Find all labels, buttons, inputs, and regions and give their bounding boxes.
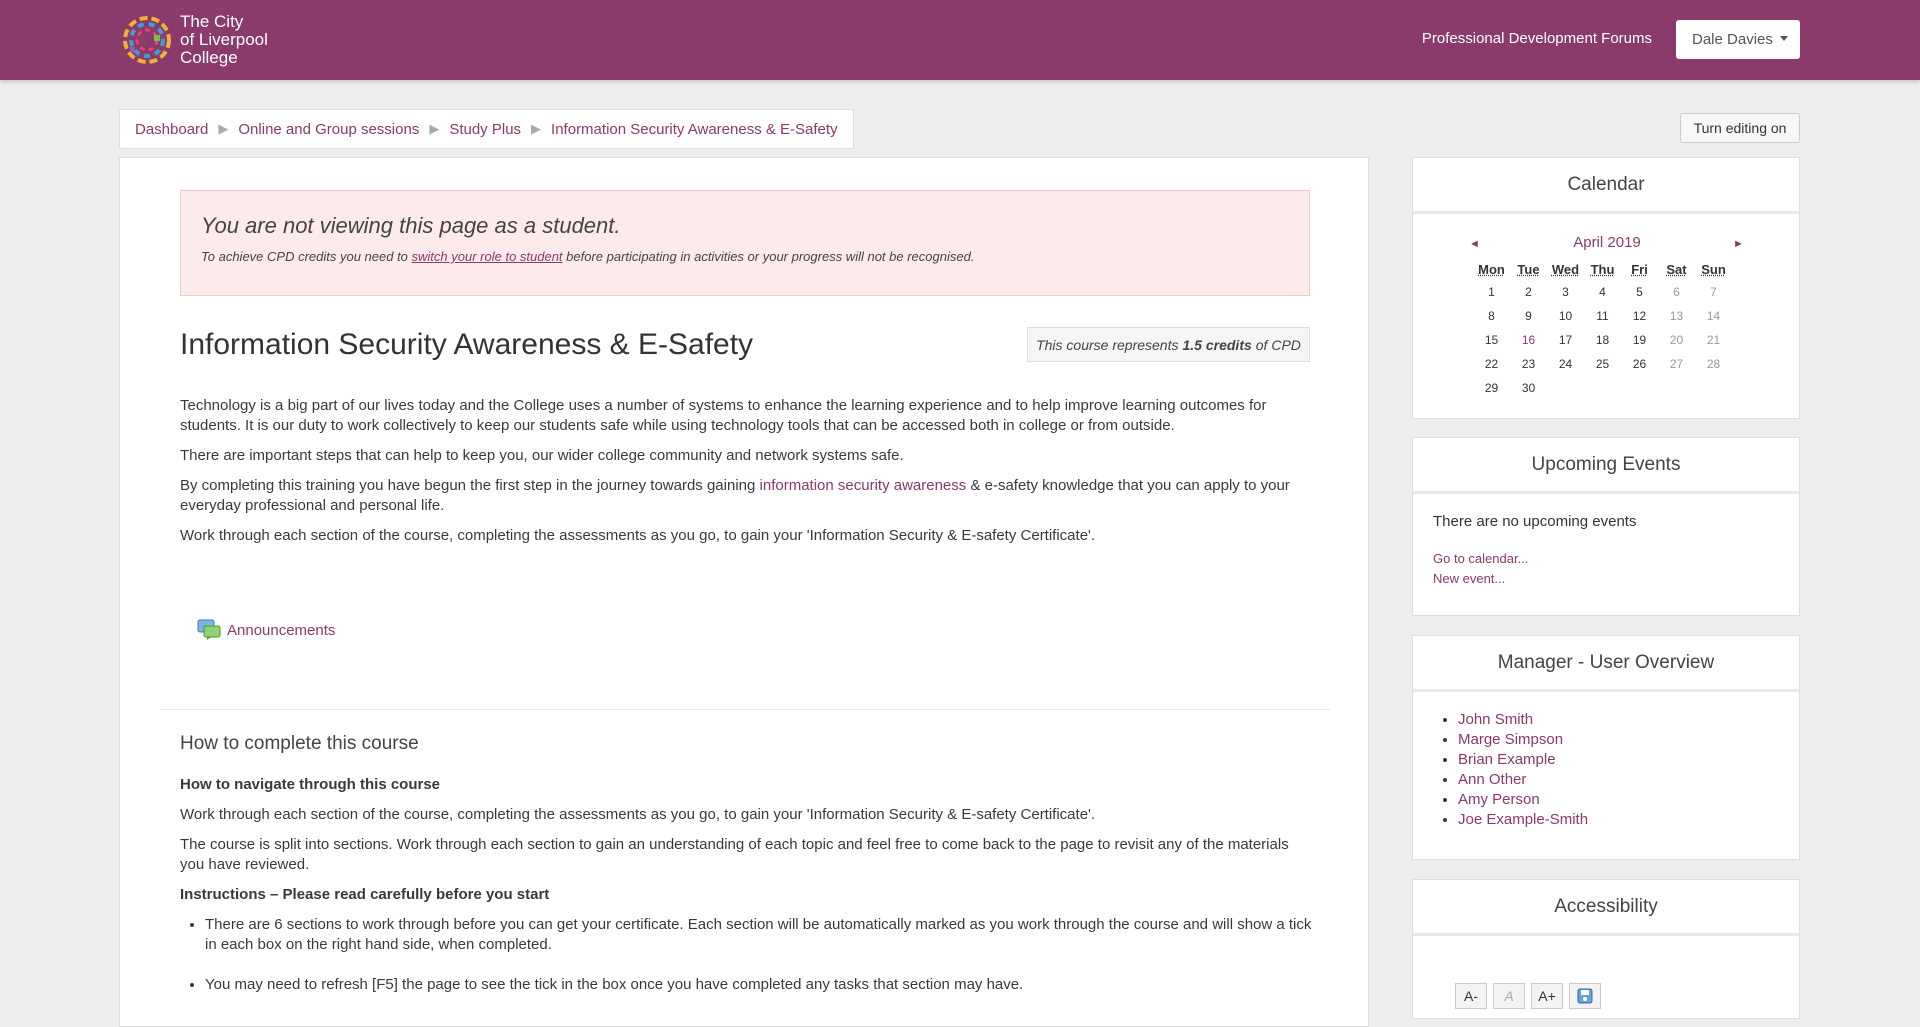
- paragraph-text: & e-safety knowledge that you can apply to your everyday professional and personal life.: [180, 477, 1290, 514]
- calendar-day: [1584, 376, 1621, 400]
- accessibility-block: [1412, 879, 1800, 1019]
- section-divider: [160, 709, 1330, 710]
- information-security-awareness-link[interactable]: information security awareness: [759, 477, 967, 494]
- instructions-heading: Instructions – Please read carefully before you start: [180, 886, 550, 903]
- calendar-week-row: [1473, 304, 1732, 328]
- logo-text: [180, 13, 268, 67]
- breadcrumb-dashboard[interactable]: Dashboard: [135, 120, 209, 138]
- user-link[interactable]: Joe Example-Smith: [1458, 811, 1589, 828]
- calendar-day[interactable]: 6: [1673, 285, 1680, 299]
- calendar-day[interactable]: 1: [1488, 285, 1495, 299]
- user-list-item: [1458, 810, 1588, 830]
- calendar-day[interactable]: 9: [1525, 309, 1532, 323]
- calendar-day[interactable]: 19: [1632, 333, 1647, 347]
- calendar-day[interactable]: 17: [1558, 333, 1573, 347]
- save-settings-button[interactable]: [1569, 983, 1601, 1009]
- calendar-day[interactable]: 10: [1558, 309, 1573, 323]
- alert-text: To achieve CPD credits you need to: [201, 249, 412, 264]
- new-event-link[interactable]: New event...: [1433, 571, 1506, 586]
- calendar-week-row: [1473, 376, 1732, 400]
- next-month-icon[interactable]: ►: [1733, 238, 1744, 250]
- calendar-day[interactable]: 12: [1632, 309, 1647, 323]
- turn-editing-on-button[interactable]: Turn editing on: [1680, 113, 1800, 143]
- calendar-day[interactable]: 8: [1488, 309, 1495, 323]
- calendar-day[interactable]: 15: [1484, 333, 1499, 347]
- user-menu-button[interactable]: [1676, 20, 1800, 59]
- logo-line: The City: [180, 12, 244, 31]
- calendar-day[interactable]: 13: [1669, 309, 1684, 323]
- calendar-day[interactable]: 21: [1706, 333, 1721, 347]
- section-paragraph: Work through each section of the course, completing the assessments as you go, to gain your 'Information Security & E-safety Certificate'.: [180, 806, 1096, 823]
- upcoming-events-block: [1412, 437, 1800, 616]
- breadcrumb-study-plus[interactable]: Study Plus: [449, 120, 522, 138]
- weekday-header: Sun: [1701, 261, 1726, 277]
- user-link[interactable]: Marge Simpson: [1458, 731, 1564, 748]
- user-link[interactable]: Amy Person: [1458, 791, 1540, 808]
- user-list-item: [1458, 750, 1588, 770]
- switch-role-link[interactable]: switch your role to student: [411, 249, 563, 264]
- reset-text-size-button[interactable]: A: [1493, 983, 1525, 1009]
- cpd-credits-value: 1.5 credits: [1182, 336, 1252, 353]
- instructions-list: [180, 915, 1325, 1015]
- calendar-day[interactable]: 30: [1521, 381, 1536, 395]
- user-list-item: [1458, 730, 1588, 750]
- calendar-day[interactable]: 18: [1595, 333, 1610, 347]
- breadcrumb-current-course[interactable]: Information Security Awareness & E-Safety: [551, 120, 838, 138]
- manager-user-overview-block: [1412, 635, 1800, 860]
- logo-line: College: [180, 48, 238, 67]
- previous-month-icon[interactable]: ◄: [1469, 238, 1480, 250]
- manager-user-overview-title: Manager - User Overview: [1413, 636, 1799, 692]
- alert-body: [201, 249, 974, 264]
- calendar-day[interactable]: 7: [1710, 285, 1717, 299]
- course-intro-paragraph: There are important steps that can help to keep you, our wider college community and network systems safe.: [180, 447, 904, 464]
- alert-title: You are not viewing this page as a student.: [201, 213, 621, 238]
- calendar-week-row: [1473, 280, 1732, 304]
- user-list: [1433, 710, 1588, 830]
- weekday-header: Mon: [1478, 261, 1505, 277]
- save-settings-icon: [1576, 987, 1594, 1005]
- announcements-activity[interactable]: [197, 619, 335, 641]
- top-navbar: [0, 0, 1920, 80]
- calendar-table: [1473, 258, 1732, 400]
- announcements-link[interactable]: Announcements: [227, 621, 336, 639]
- calendar-body: [1473, 280, 1732, 400]
- decrease-text-size-button[interactable]: A-: [1455, 983, 1487, 1009]
- cpd-credits-box: [1027, 327, 1310, 362]
- calendar-day[interactable]: 4: [1599, 285, 1606, 299]
- cpd-text: of CPD: [1255, 336, 1301, 353]
- breadcrumb-separator-icon: ▶: [429, 121, 440, 136]
- calendar-day[interactable]: 29: [1484, 381, 1499, 395]
- calendar-day[interactable]: 26: [1632, 357, 1647, 371]
- user-link[interactable]: Brian Example: [1458, 751, 1556, 768]
- calendar-month: April 2019: [1573, 234, 1641, 251]
- instruction-item: • There are 6 sections to work through before you can get your certificate. Each section will be automatically marked as you work through the course and will show a tick in each box on the right hand side, when completed.: [205, 915, 1325, 955]
- forum-icon: [197, 619, 221, 641]
- logo-line: of Liverpool: [180, 30, 268, 49]
- section-paragraph: The course is split into sections. Work through each section to gain an understanding of each topic and feel free to come back to the page to revisit any of the materials you have reviewed.: [180, 836, 1289, 873]
- role-warning-alert: [180, 190, 1310, 296]
- college-logo[interactable]: [120, 10, 290, 70]
- accessibility-title: Accessibility: [1413, 880, 1799, 936]
- weekday-header: Thu: [1590, 261, 1615, 277]
- alert-text: before participating in activities or your progress will not be recognised.: [562, 249, 975, 264]
- calendar-day[interactable]: 5: [1636, 285, 1643, 299]
- calendar-day[interactable]: 2: [1525, 285, 1532, 299]
- calendar-day: [1695, 376, 1732, 400]
- paragraph-text: By completing this training you have begun the first step in the journey towards gaining: [180, 477, 760, 494]
- calendar-day[interactable]: 14: [1706, 309, 1721, 323]
- user-list-item: [1458, 770, 1588, 790]
- weekday-header: Tue: [1517, 261, 1540, 277]
- no-events-text: There are no upcoming events: [1433, 513, 1637, 530]
- calendar-day[interactable]: 11: [1596, 309, 1609, 323]
- increase-text-size-button[interactable]: A+: [1531, 983, 1563, 1009]
- weekday-header: Wed: [1551, 261, 1580, 277]
- weekday-header: Fri: [1631, 261, 1648, 277]
- calendar-block: [1412, 157, 1800, 419]
- user-list-item: [1458, 790, 1588, 810]
- cpd-text: This course represents: [1036, 336, 1179, 353]
- course-intro-paragraph: [180, 476, 1310, 516]
- calendar-day: [1547, 376, 1584, 400]
- course-intro-paragraph: Work through each section of the course, completing the assessments as you go, to gain your 'Information Security & E-safety Certificate'.: [180, 527, 1096, 544]
- user-link[interactable]: John Smith: [1458, 711, 1534, 728]
- user-link[interactable]: Ann Other: [1458, 771, 1527, 788]
- instruction-item: • You may need to refresh [F5] the page to see the tick in the box once you have completed any tasks that section may have.: [205, 975, 1325, 995]
- user-name: Dale Davies: [1692, 31, 1773, 48]
- calendar-day[interactable]: 3: [1562, 285, 1569, 299]
- user-list-item: [1458, 710, 1588, 730]
- upcoming-events-title: Upcoming Events: [1413, 438, 1799, 494]
- calendar-day[interactable]: 27: [1669, 357, 1684, 371]
- caret-down-icon: [1780, 36, 1788, 41]
- calendar-week-row: [1473, 328, 1732, 352]
- calendar-day: [1621, 376, 1658, 400]
- main-content: [119, 157, 1369, 1027]
- calendar-day[interactable]: 25: [1595, 357, 1610, 371]
- calendar-day: [1658, 376, 1695, 400]
- calendar-day[interactable]: 24: [1558, 357, 1573, 371]
- navigate-heading: How to navigate through this course: [180, 776, 441, 793]
- college-logo-icon: [120, 11, 174, 69]
- weekday-header: Sat: [1666, 261, 1687, 277]
- calendar-week-row: [1473, 352, 1732, 376]
- professional-development-forums-link[interactable]: Professional Development Forums: [1421, 30, 1652, 47]
- breadcrumb-separator-icon: ▶: [218, 121, 229, 136]
- calendar-day[interactable]: 23: [1521, 357, 1536, 371]
- calendar-day[interactable]: 16: [1521, 333, 1536, 347]
- breadcrumb: [119, 109, 854, 149]
- course-title: Information Security Awareness & E-Safety: [180, 328, 754, 361]
- course-intro-paragraph: Technology is a big part of our lives today and the College uses a number of systems to enhance the learning experience and to help improve learning outcomes for students. It is our duty to work collectively to keep our students safe while using technology tools that can be accessed both in college or from outside.: [180, 397, 1267, 434]
- go-to-calendar-link[interactable]: Go to calendar...: [1433, 551, 1529, 566]
- section-title: How to complete this course: [180, 733, 419, 754]
- calendar-block-title: Calendar: [1413, 158, 1799, 214]
- breadcrumb-separator-icon: ▶: [531, 121, 542, 136]
- calendar-day[interactable]: 22: [1484, 357, 1499, 371]
- breadcrumb-online-group-sessions[interactable]: Online and Group sessions: [238, 120, 420, 138]
- calendar-day[interactable]: 28: [1706, 357, 1721, 371]
- calendar-day[interactable]: 20: [1669, 333, 1684, 347]
